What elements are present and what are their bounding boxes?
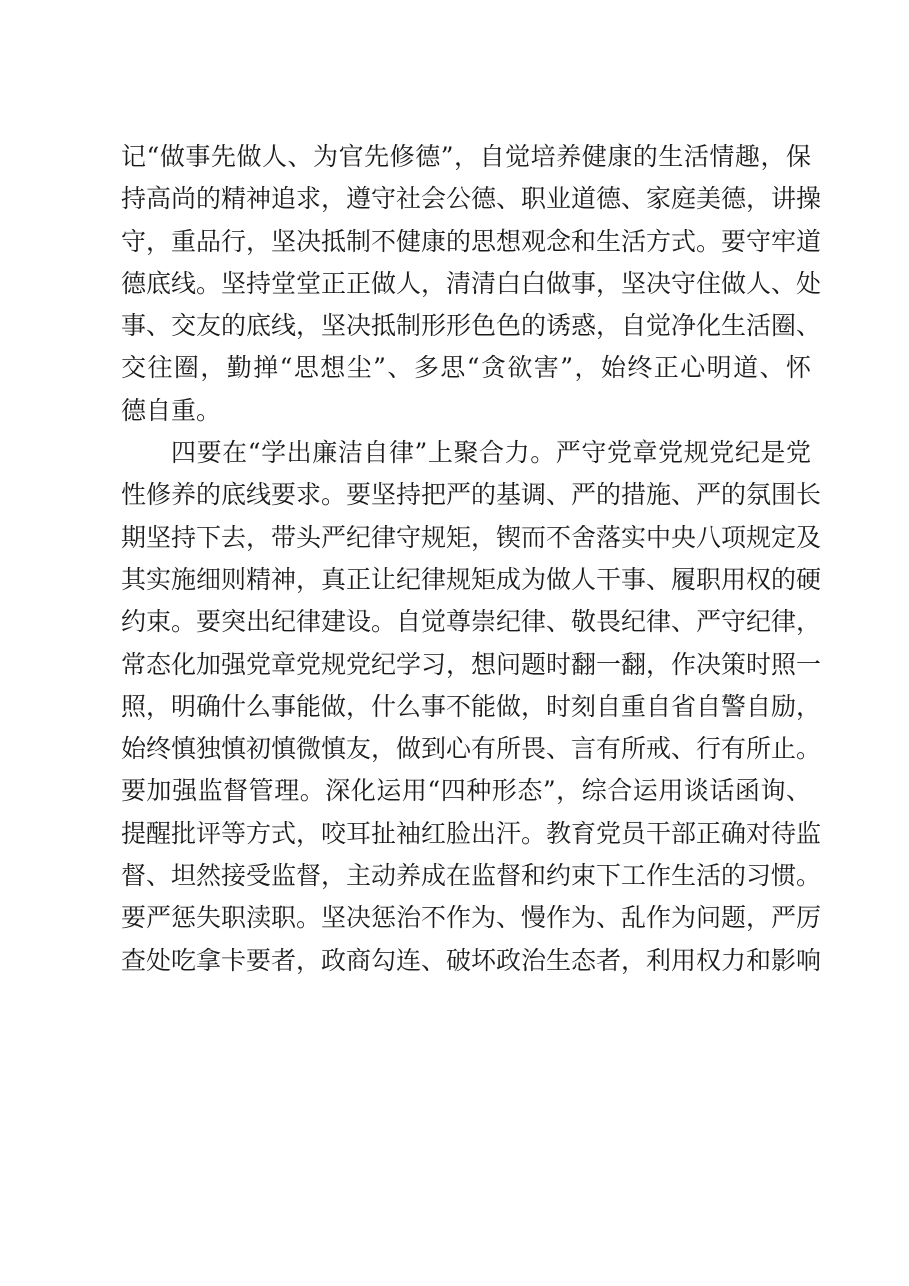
paragraph-line: 德底线。坚持堂堂正正做人，清清白白做事，坚决守住做人、处 xyxy=(121,268,822,298)
paragraph-line: 照，明确什么事能做，什么事不能做，时刻自重自省自警自励， xyxy=(121,691,822,721)
paragraph-line: 期坚持下去，带头严纪律守规矩，锲而不舍落实中央八项规定及 xyxy=(121,522,822,552)
paragraph-line: 性修养的底线要求。要坚持把严的基调、严的措施、严的氛围长 xyxy=(121,480,822,510)
paragraph-line: 要加强监督管理。深化运用“四种形态”，综合运用谈话函询、 xyxy=(121,776,811,806)
paragraph-line: 记“做事先做人、为官先修德”，自觉培养健康的生活情趣，保 xyxy=(121,142,811,171)
paragraph-line: 督、坦然接受监督，主动养成在监督和约束下工作生活的习惯。 xyxy=(121,861,822,891)
paragraph-line: 其实施细则精神，真正让纪律规矩成为做人干事、履职用权的硬 xyxy=(121,564,822,594)
paragraph-line: 约束。要突出纪律建设。自觉尊崇纪律、敬畏纪律、严守纪律， xyxy=(121,607,822,637)
paragraph-line: 德自重。 xyxy=(121,395,222,425)
paragraph-line: 事、交友的底线，坚决抵制形形色色的诱惑，自觉净化生活圈、 xyxy=(121,311,822,341)
paragraph-line: 四要在“学出廉洁自律”上聚合力。严守党章党规党纪是党 xyxy=(171,438,811,468)
paragraph-line: 始终慎独慎初慎微慎友，做到心有所畏、言有所戒、行有所止。 xyxy=(121,734,822,764)
paragraph-line: 要严惩失职渎职。坚决惩治不作为、慢作为、乱作为问题，严厉 xyxy=(121,903,822,933)
paragraph-line: 交往圈，勤掸“思想尘”、多思“贪欲害”，始终正心明道、怀 xyxy=(121,353,811,383)
paragraph-line: 查处吃拿卡要者，政商勾连、破坏政治生态者，利用权力和影响 xyxy=(121,945,822,975)
paragraph-line: 守，重品行，坚决抵制不健康的思想观念和生活方式。要守牢道 xyxy=(121,226,822,256)
paragraph-line: 持高尚的精神追求，遵守社会公德、职业道德、家庭美德，讲操 xyxy=(121,184,822,214)
paragraph-line: 提醒批评等方式，咬耳扯袖红脸出汗。教育党员干部正确对待监 xyxy=(121,818,822,848)
body-text xyxy=(121,136,822,982)
paragraph-line: 常态化加强党章党规党纪学习，想问题时翻一翻，作决策时照一 xyxy=(121,649,822,679)
